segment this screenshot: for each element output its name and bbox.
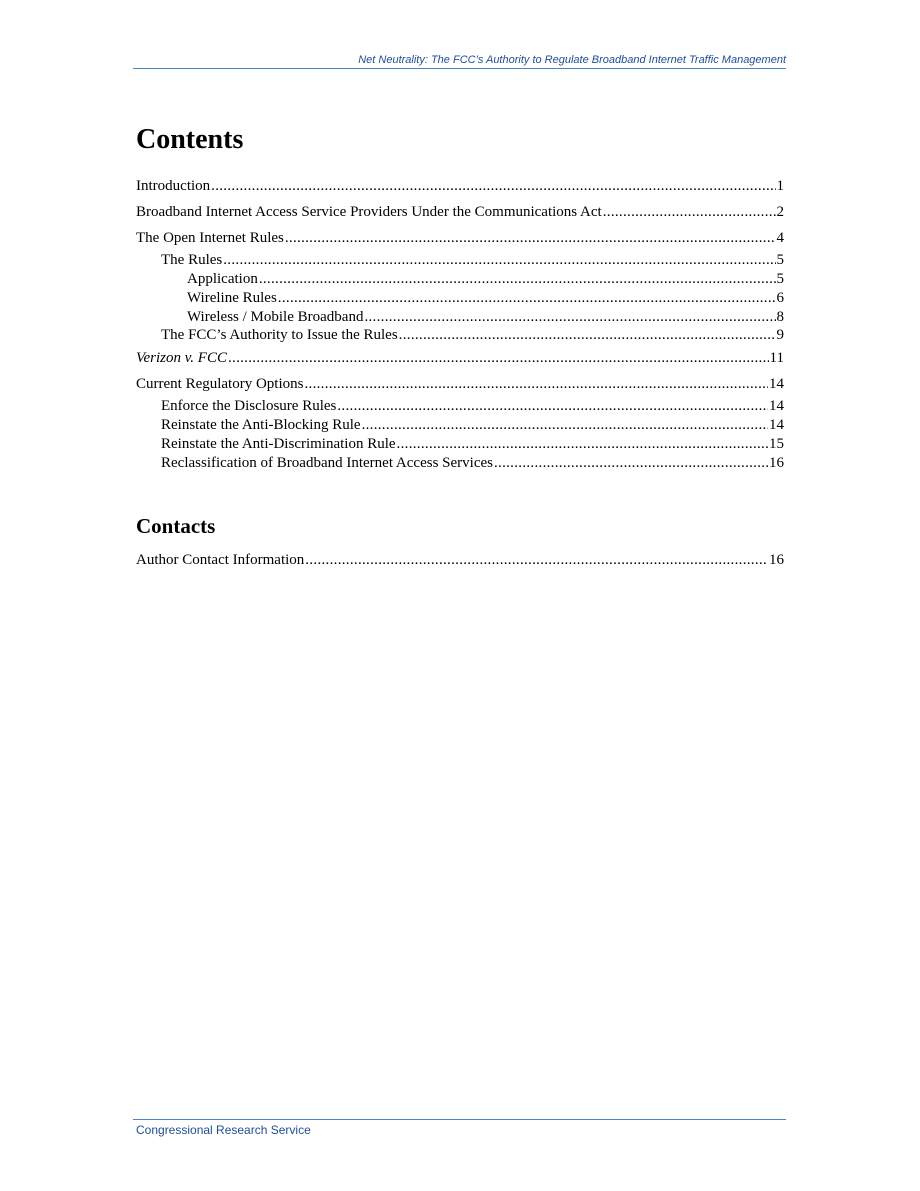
toc-leader-dots bbox=[603, 203, 776, 221]
toc-entry-disclosure-rules[interactable] bbox=[161, 397, 784, 415]
toc-entry-title: Enforce the Disclosure Rules bbox=[161, 398, 337, 414]
toc-entry-title: Reinstate the Anti-Discrimination Rule bbox=[161, 436, 396, 452]
toc-entry-page: 14 bbox=[769, 376, 784, 392]
toc-entry-anti-discrimination[interactable] bbox=[161, 435, 784, 453]
footer-text: Congressional Research Service bbox=[136, 1123, 311, 1137]
toc-entry-page: 1 bbox=[776, 178, 784, 194]
toc-entry-title: Reclassification of Broadband Internet Access Services bbox=[161, 455, 493, 471]
toc-entry-page: 5 bbox=[776, 252, 784, 268]
toc-entry-title: The Open Internet Rules bbox=[136, 230, 284, 246]
contacts-heading: Contacts bbox=[136, 514, 216, 538]
toc-entry-title: Reinstate the Anti-Blocking Rule bbox=[161, 417, 361, 433]
toc-leader-dots bbox=[278, 289, 776, 307]
running-header: Net Neutrality: The FCC’s Authority to Regulate Broadband Internet Traffic Management bbox=[358, 54, 786, 66]
toc-entry-current-regulatory-options[interactable] bbox=[136, 375, 784, 393]
toc-leader-dots bbox=[223, 251, 775, 269]
toc-entry-page: 6 bbox=[776, 290, 784, 306]
toc-leader-dots bbox=[364, 308, 775, 326]
toc-leader-dots bbox=[337, 397, 768, 415]
toc-entry-open-internet-rules[interactable] bbox=[136, 229, 784, 247]
toc-entry-introduction[interactable] bbox=[136, 177, 784, 195]
toc-entry-title: Introduction bbox=[136, 178, 211, 194]
toc-entry-title: The Rules bbox=[161, 252, 223, 268]
toc-leader-dots bbox=[228, 349, 769, 367]
toc-entry-title: Application bbox=[187, 271, 258, 287]
toc-leader-dots bbox=[494, 454, 768, 472]
toc-entry-title: Broadband Internet Access Service Providers Under the Communications Act bbox=[136, 204, 602, 220]
toc-entry-page: 11 bbox=[769, 350, 784, 366]
toc-entry-title: Wireline Rules bbox=[187, 290, 277, 306]
toc-entry-page: 8 bbox=[776, 309, 784, 325]
toc-entry-wireline-rules[interactable] bbox=[187, 289, 784, 307]
toc-entry-page: 15 bbox=[769, 436, 784, 452]
toc-leader-dots bbox=[259, 270, 776, 288]
toc-entry-anti-blocking[interactable] bbox=[161, 416, 784, 434]
toc-entry-title: Wireless / Mobile Broadband bbox=[187, 309, 364, 325]
toc-entry-page: 16 bbox=[769, 455, 784, 471]
header-rule bbox=[133, 68, 786, 69]
toc-entry-page: 14 bbox=[769, 398, 784, 414]
toc-leader-dots bbox=[397, 435, 768, 453]
toc-entry-page: 5 bbox=[776, 271, 784, 287]
toc-entry-author-contact[interactable] bbox=[136, 551, 784, 569]
toc-leader-dots bbox=[211, 177, 775, 195]
toc-leader-dots bbox=[399, 326, 776, 344]
toc-leader-dots bbox=[362, 416, 768, 434]
toc-entry-title: Verizon v. FCC bbox=[136, 350, 227, 366]
toc-entry-title: The FCC’s Authority to Issue the Rules bbox=[161, 327, 398, 343]
toc-entry-application[interactable] bbox=[187, 270, 784, 288]
toc-entry-title: Author Contact Information bbox=[136, 552, 305, 568]
toc-leader-dots bbox=[304, 375, 768, 393]
toc-entry-page: 9 bbox=[776, 327, 784, 343]
toc-entry-page: 16 bbox=[769, 552, 784, 568]
toc-entry-page: 2 bbox=[776, 204, 784, 220]
toc-entry-broadband-providers[interactable] bbox=[136, 203, 784, 221]
toc-entry-wireless-mobile[interactable] bbox=[187, 308, 784, 326]
toc-entry-verizon-v-fcc[interactable] bbox=[136, 349, 784, 367]
toc-entry-page: 4 bbox=[776, 230, 784, 246]
toc-entry-the-rules[interactable] bbox=[161, 251, 784, 269]
footer-rule bbox=[133, 1119, 786, 1120]
toc-entry-page: 14 bbox=[769, 417, 784, 433]
toc-entry-fcc-authority[interactable] bbox=[161, 326, 784, 344]
toc-leader-dots bbox=[285, 229, 776, 247]
toc-entry-reclassification[interactable] bbox=[161, 454, 784, 472]
toc-leader-dots bbox=[305, 551, 768, 569]
toc-entry-title: Current Regulatory Options bbox=[136, 376, 304, 392]
contents-heading: Contents bbox=[136, 124, 244, 155]
